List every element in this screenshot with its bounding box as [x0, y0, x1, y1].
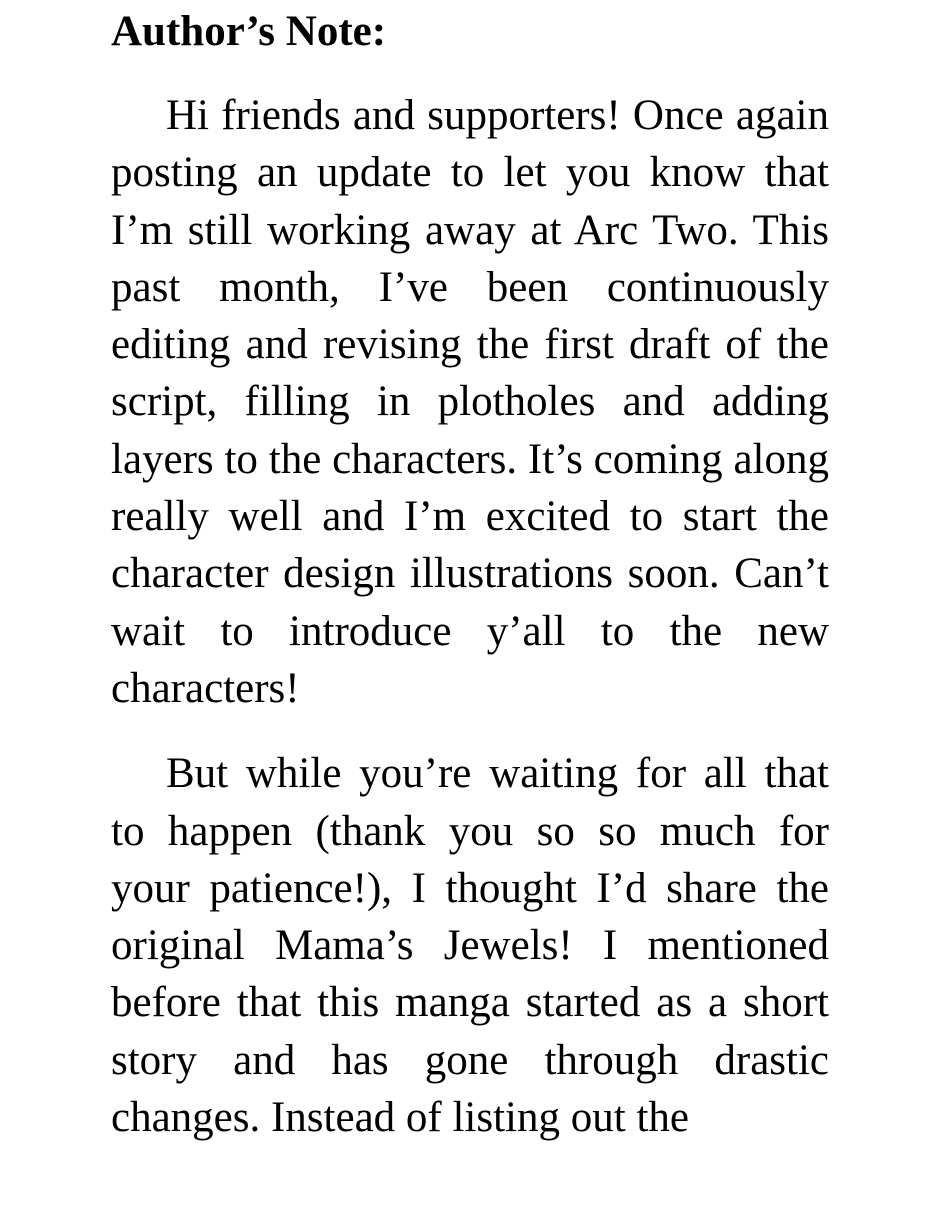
authors-note-heading: Author’s Note: — [111, 8, 387, 55]
document-body — [111, 6, 829, 1146]
paragraph-update: Hi friends and supporters! Once again posting an update to let you know that I’m still working away at Arc Two. This past month, I’ve been continuously editing and revising the first draft of the script, filling in plotholes and adding layers to the characters. It’s coming along really well and I’m excited to start the character design illustrations soon. Can’t wait to introduce y’all to the new characters! — [111, 92, 829, 712]
paragraph-original-story: But while you’re waiting for all that to happen (thank you so so much for your patience!), I thought I’d share the original Mama’s Jewels! I mentioned before that this manga started as a short story and has gone through drastic changes. Instead of listing out the — [111, 750, 829, 1142]
